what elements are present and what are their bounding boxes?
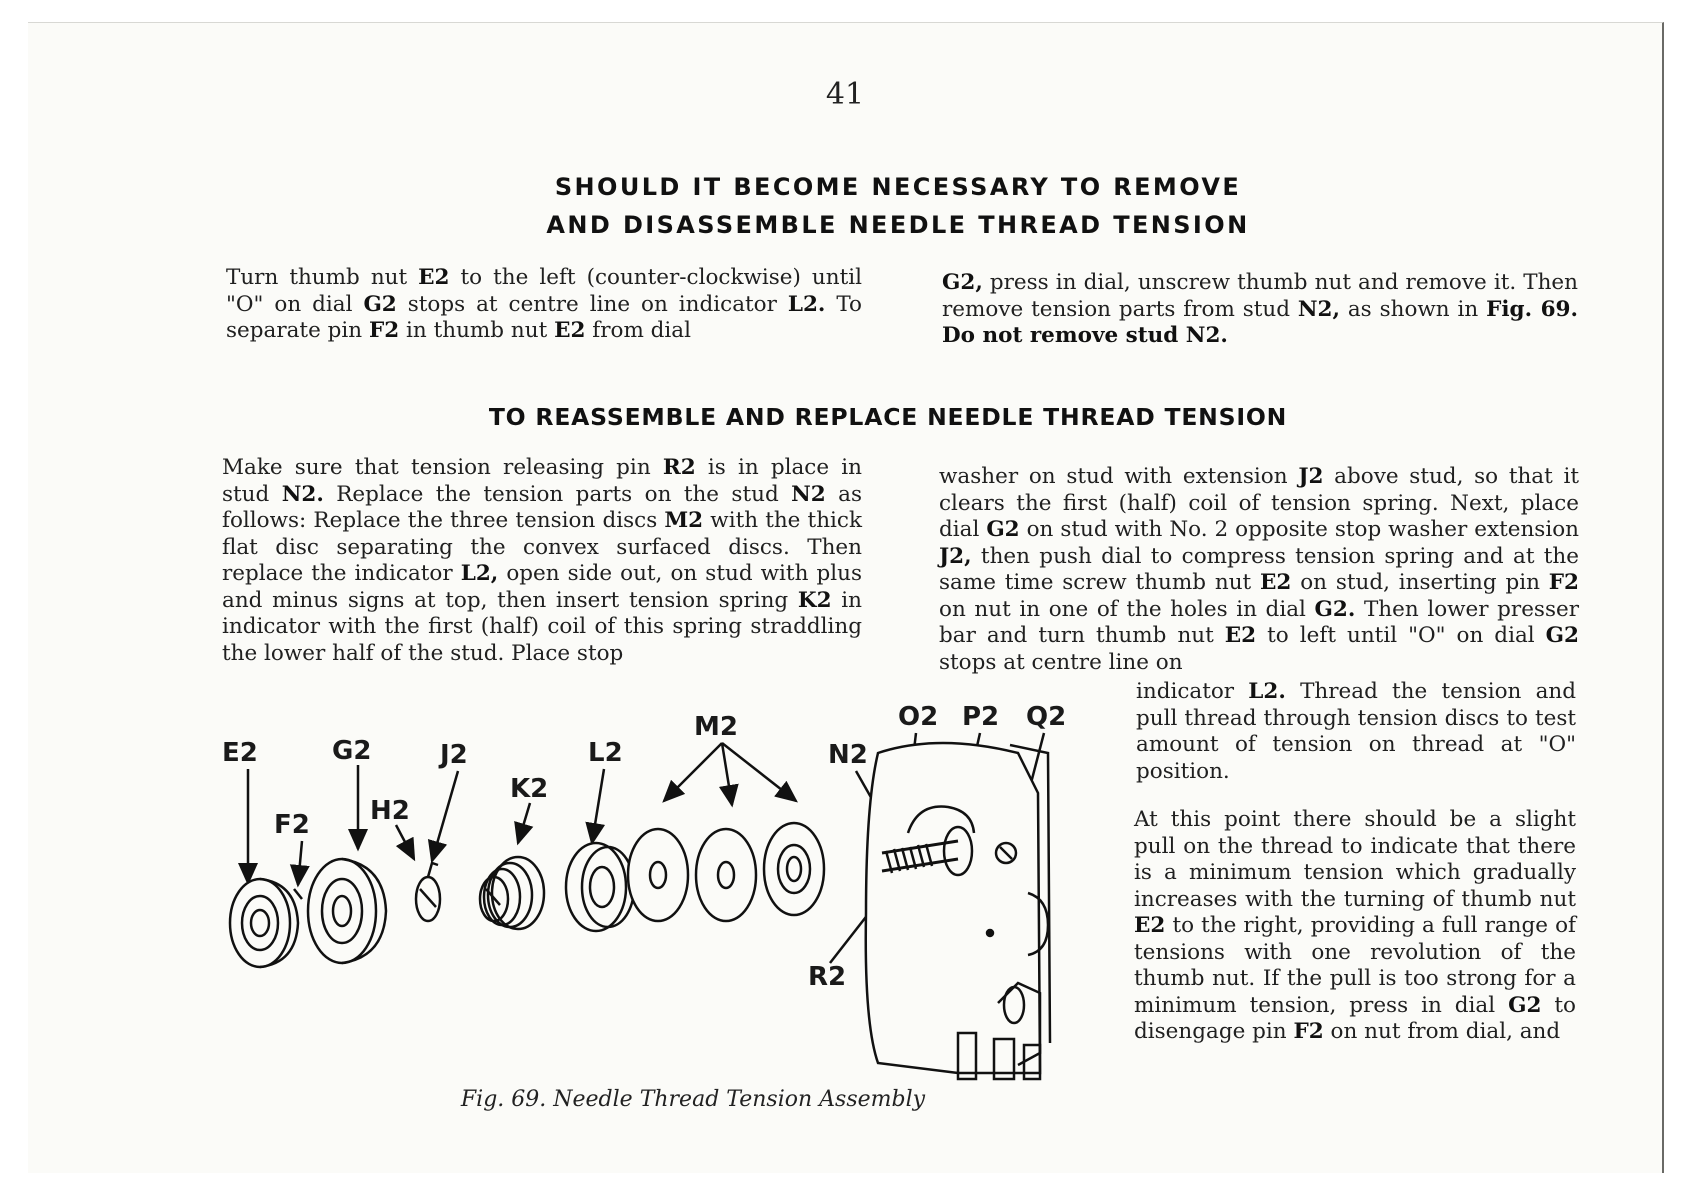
- remove-paragraph-right: G2, press in dial, unscrew thumb nut and remove it. Then remove tension parts from stud N2, as shown in Fig. 69. Do not remove stud N2.: [942, 270, 1578, 348]
- label-p2: P2: [962, 702, 1000, 732]
- page-number: 41: [825, 77, 865, 112]
- label-k2: K2: [510, 774, 549, 804]
- figure-caption: Fig. 69. Needle Thread Tension Assembly: [460, 1087, 926, 1112]
- label-r2: R2: [808, 962, 847, 992]
- reassemble-section-heading: TO REASSEMBLE AND REPLACE NEEDLE THREAD TENSION: [488, 403, 1288, 431]
- label-f2: F2: [274, 810, 310, 840]
- reassemble-paragraph-right-continued: indicator L2. Thread the tension and pull thread through tension discs to test amount of tension on thread at "O" position.: [1136, 679, 1577, 784]
- label-m2: M2: [694, 712, 738, 742]
- remove-section-heading: [508, 168, 1288, 244]
- label-q2: Q2: [1026, 702, 1067, 732]
- heading-line-2: AND DISASSEMBLE NEEDLE THREAD TENSION: [546, 211, 1250, 239]
- reassemble-paragraph-left: Make sure that tension releasing pin R2 is in place in stud N2. Replace the tension parts on the stud N2 as follows: Replace the three tension discs M2 with the thick flat disc separating the convex surfaced discs. Then replace the indicator L2, open side out, on stud with plus and minus signs at top, then insert tension spring K2 in indicator with the first (half) coil of this spring straddling the lower half of the stud. Place stop: [222, 455, 863, 666]
- manual-page: [28, 22, 1664, 1173]
- label-j2: J2: [440, 740, 468, 770]
- remove-paragraph-left: Turn thumb nut E2 to the left (counter-clockwise) until "O" on dial G2 stops at centre line on indicator L2. To separate pin F2 in thumb nut E2 from dial: [226, 265, 862, 343]
- tension-assembly-diagram: [218, 693, 1098, 1093]
- label-e2: E2: [222, 738, 258, 768]
- label-h2: H2: [370, 796, 410, 826]
- label-g2: G2: [332, 736, 372, 766]
- reassemble-paragraph-right: washer on stud with extension J2 above stud, so that it clears the first (half) coil of tension spring. Next, place dial G2 on stud with No. 2 opposite stop washer extension J2, then push dial to compress tension spring and at the same time screw thumb nut E2 on stud, inserting pin F2 on nut in one of the holes in dial G2. Then lower presser bar and turn thumb nut E2 to left until "O" on dial G2 stops at centre line on: [939, 464, 1580, 675]
- label-l2: L2: [588, 738, 623, 768]
- heading-line-1: SHOULD IT BECOME NECESSARY TO REMOVE: [554, 173, 1242, 201]
- label-n2: N2: [828, 740, 868, 770]
- minimum-tension-paragraph: At this point there should be a slight pull on the thread to indicate that there is a minimum tension which gradually increases with the turning of thumb nut E2 to the right, providing a full range of tensions with one revolution of the thumb nut. If the pull is too strong for a minimum tension, press in dial G2 to disengage pin F2 on nut from dial, and: [1134, 807, 1576, 1044]
- label-o2: O2: [898, 702, 939, 732]
